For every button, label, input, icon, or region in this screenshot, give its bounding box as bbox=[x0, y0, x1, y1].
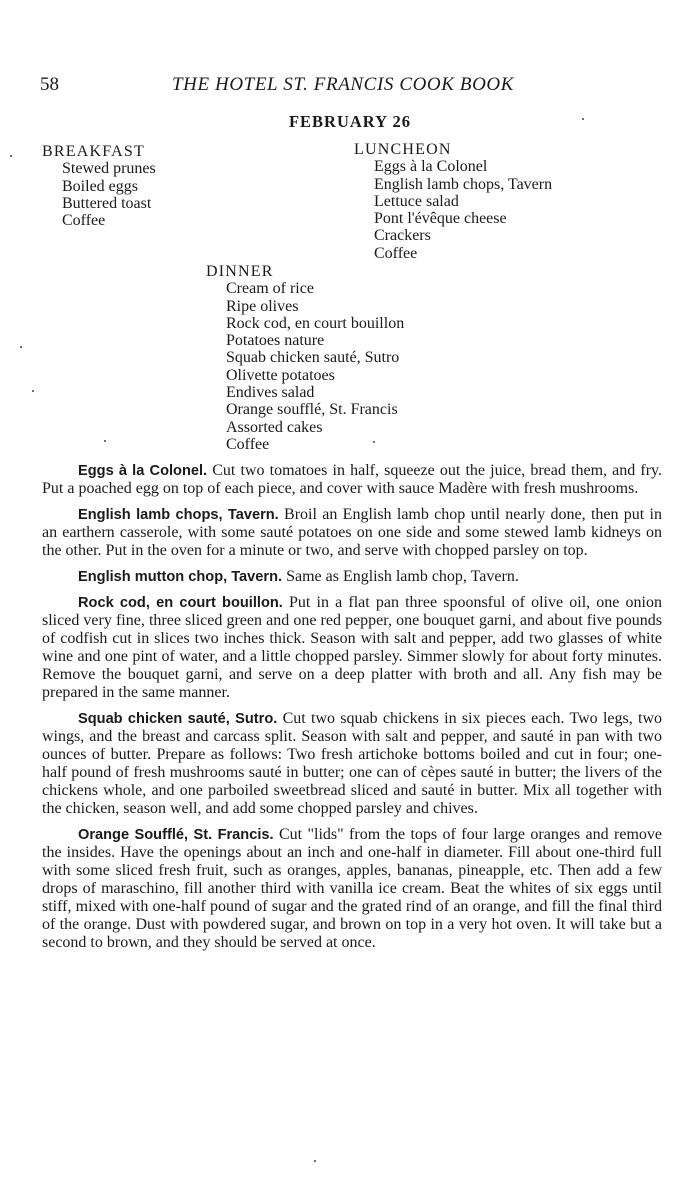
luncheon-menu bbox=[354, 141, 552, 262]
menu-item: Boiled eggs bbox=[62, 177, 138, 195]
recipe-body: Cut two tomatoes in half, squeeze out the juice, bread them, and fry. Put a poached egg on top of each piece, and cover with sauce Madère with fresh mushrooms. bbox=[42, 462, 662, 497]
dinner-menu bbox=[206, 263, 404, 453]
recipe-section bbox=[42, 462, 662, 960]
luncheon-heading: LUNCHEON bbox=[354, 141, 452, 158]
recipe-rock-cod bbox=[42, 594, 662, 702]
paper-speck bbox=[10, 155, 12, 157]
paper-speck bbox=[314, 1160, 316, 1162]
paper-speck bbox=[32, 390, 34, 392]
dinner-heading: DINNER bbox=[206, 263, 274, 280]
menu-item: Pont l'évêque cheese bbox=[374, 210, 507, 228]
menu-date: FEBRUARY 26 bbox=[288, 112, 412, 131]
menu-item: Lettuce salad bbox=[374, 192, 459, 210]
paper-speck bbox=[582, 118, 584, 120]
recipe-title: Squab chicken sauté, Sutro. bbox=[78, 711, 278, 727]
recipe-body: Cut "lids" from the tops of four large oranges and remove the insides. Have the openings about an inch and one-half in diameter. Fill about one-third full with some sliced fresh fruit, such as oranges, apples, bananas, pineapple, etc. Then add a few drops of maraschino, fill another third with vanilla ice cream. Beat the whites of six eggs until stiff, mixed with one-half pound of sugar and the grated rind of an orange, and fill the final third of the orange. Dust with powdered sugar, and brown on top in a very hot oven. It will take but a second to brown, and they should be served at once. bbox=[42, 826, 663, 951]
recipe-body: Cut two squab chickens in six pieces each. Two legs, two wings, and the breast and carcass split. Season with salt and pepper, and sauté in pan with two ounces of butter. Prepare as follows: Two fresh artichoke bottoms boiled and cut in four; one-half pound of fresh mushrooms sauté in butter; one can of cèpes sauté in butter; the livers of the chickens whole, and one parboiled sweetbread sliced and sauté in butter. Mix all together with the chicken, season well, and add some chopped parsley and chives. bbox=[42, 710, 663, 817]
recipe-title: English mutton chop, Tavern. bbox=[78, 569, 283, 585]
paper-speck bbox=[373, 441, 375, 443]
recipe-title: Eggs à la Colonel. bbox=[78, 463, 208, 479]
recipe-orange-souffle bbox=[42, 826, 662, 952]
recipe-mutton-chop bbox=[42, 568, 662, 586]
menu-item: Buttered toast bbox=[62, 194, 152, 212]
recipe-title: Orange Soufflé, St. Francis. bbox=[78, 827, 274, 843]
recipe-title: English lamb chops, Tavern. bbox=[78, 507, 279, 523]
menu-item: Stewed prunes bbox=[62, 160, 156, 178]
recipe-body: Same as English lamb chop, Tavern. bbox=[286, 568, 519, 585]
menu-item: Cream of rice bbox=[226, 280, 314, 298]
menu-item: Endives salad bbox=[226, 384, 315, 402]
recipe-squab-chicken bbox=[42, 710, 662, 818]
breakfast-heading: BREAKFAST bbox=[42, 143, 145, 160]
breakfast-menu bbox=[42, 143, 156, 229]
menu-item: Crackers bbox=[374, 227, 431, 245]
menu-item: Orange soufflé, St. Francis bbox=[226, 401, 398, 419]
recipe-eggs-colonel bbox=[42, 462, 662, 498]
recipe-title: Rock cod, en court bouillon. bbox=[78, 595, 283, 611]
menu-item: Eggs à la Colonel bbox=[374, 158, 488, 176]
menu-item: Rock cod, en court bouillon bbox=[226, 314, 405, 332]
menu-item: Potatoes nature bbox=[226, 332, 325, 350]
menu-item: Olivette potatoes bbox=[226, 366, 335, 384]
menu-item: Squab chicken sauté, Sutro bbox=[226, 349, 400, 367]
recipe-lamb-chops bbox=[42, 506, 662, 560]
menu-item: Ripe olives bbox=[226, 297, 299, 315]
page-number: 58 bbox=[40, 74, 59, 95]
page-header bbox=[40, 74, 660, 98]
running-title: THE HOTEL ST. FRANCIS COOK BOOK bbox=[172, 74, 514, 95]
menu-item: Assorted cakes bbox=[226, 418, 323, 436]
recipe-body: Broil an English lamb chop until nearly done, then put in an earthern casserole, with some sauté potatoes on one side and some stewed lamb kidneys on the other. Put in the oven for a minute or two, and serve with chopped parsley on top. bbox=[42, 506, 662, 559]
menu-item: Coffee bbox=[374, 244, 418, 262]
paper-speck bbox=[104, 440, 106, 442]
paper-speck bbox=[20, 346, 22, 348]
menu-item: Coffee bbox=[226, 435, 270, 453]
menu-item: Coffee bbox=[62, 212, 106, 230]
menu-item: English lamb chops, Tavern bbox=[374, 175, 553, 193]
recipe-body: Put in a flat pan three spoonsful of olive oil, one onion sliced very fine, three sliced green and one red pepper, one bouquet garni, and about five pounds of codfish cut in slices two inches thick. Season with salt and pepper, add two glasses of white wine and one pint of water, and a little chopped parsley. Simmer slowly for about forty minutes. Remove the bouquet garni, and serve on a deep platter with broth and all. Any fish may be prepared in the same manner. bbox=[42, 594, 662, 701]
